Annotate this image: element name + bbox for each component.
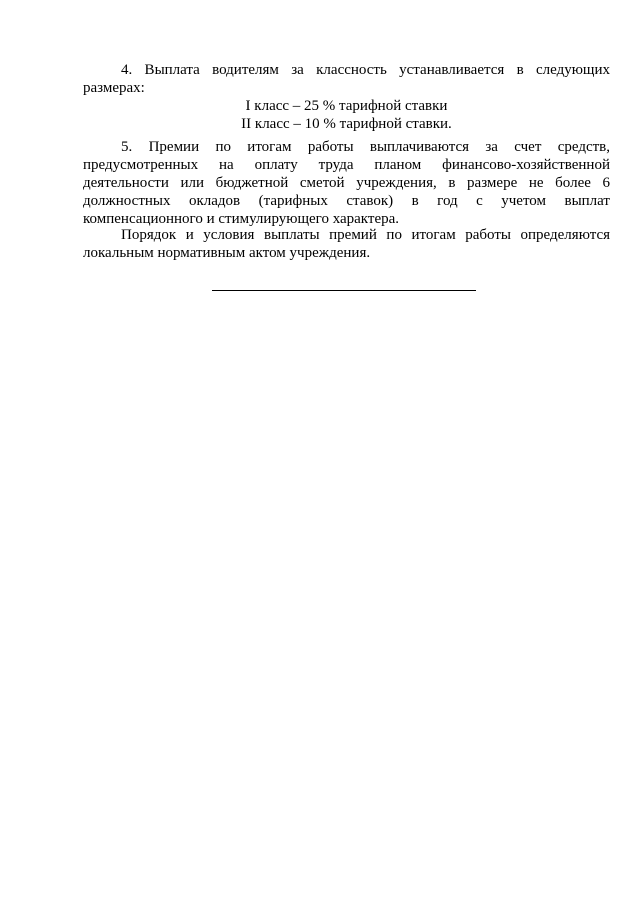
class-2-rate: II класс – 10 % тарифной ставки. — [241, 116, 452, 132]
paragraph-5-line-3: деятельности или бюджетной сметой учреждения, в размере не более 6 — [83, 175, 610, 191]
closing-rule — [212, 290, 476, 291]
paragraph-5-line-4: должностных окладов (тарифных ставок) в год с учетом выплат — [83, 193, 610, 209]
class-1-rate: I класс – 25 % тарифной ставки — [245, 98, 448, 114]
paragraph-6-line-1: Порядок и условия выплаты премий по итогам работы определяются — [121, 227, 610, 243]
paragraph-4-line-1: 4. Выплата водителям за классность устанавливается в следующих — [121, 62, 610, 78]
paragraph-5-line-5: компенсационного и стимулирующего характера. — [83, 211, 400, 227]
paragraph-4-line-2: размерах: — [83, 80, 145, 96]
paragraph-5-line-1: 5. Премии по итогам работы выплачиваются за счет средств, — [121, 139, 610, 155]
paragraph-6-line-2: локальным нормативным актом учреждения. — [83, 245, 371, 261]
paragraph-5-line-2: предусмотренных на оплату труда планом финансово-хозяйственной — [83, 157, 610, 173]
